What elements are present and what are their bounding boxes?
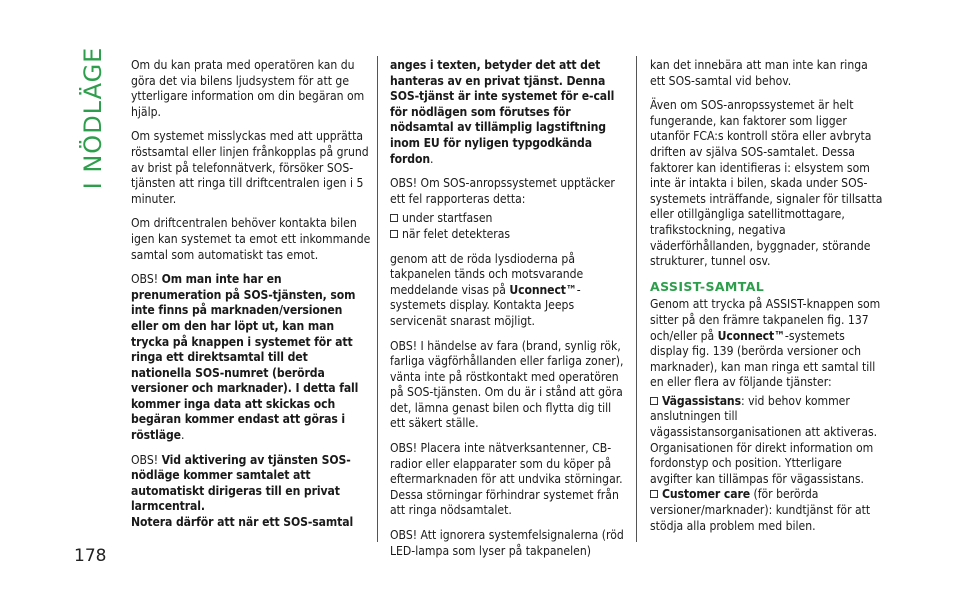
- brand-name: Uconnect™: [509, 282, 577, 297]
- list-item: [390, 227, 626, 243]
- bold-text: anges i texten, betyder det att det hanteras av en privat tjänst. Denna SOS-tjänst är inte systemet för e-call för nödlägen som förutses för nödsamtal av tillämplig lagstiftning inom EU för nyligen typgodkända fordon: [390, 58, 615, 166]
- square-bullet-icon: [390, 214, 398, 222]
- section-title-text: I NÖDLÄGE: [79, 46, 107, 190]
- brand-name: Uconnect™: [717, 328, 785, 343]
- bullet-list: [390, 211, 626, 242]
- paragraph: Om systemet misslyckas med att upprätta röstsamtal eller linjen frånkopplas på grund av brist på telefonnätverk, försöker SOS-tjänsten att ringa till driftcentralen igen i 5 minuter.: [131, 129, 369, 206]
- paragraph: Om driftcentralen behöver kontakta bilen igen kan systemet ta emot ett inkommande samtal som automatiskt tas emot.: [131, 216, 371, 262]
- list-item-text: under startfasen: [402, 211, 493, 226]
- paragraph: Om du kan prata med operatören kan du göra det via bilens ljudsystem för att ge ytterligare information om din begäran om hjälp.: [131, 58, 365, 119]
- list-item: [650, 394, 886, 488]
- paragraph-text: -systemets display fig. 139 (berörda versioner och marknader), kan man ringa ett samtal till en eller flera av följande tjänster:: [650, 328, 876, 390]
- note-bold-text: Om man inte har en prenumeration på SOS-tjänsten, som inte finns på marknaden/versionen eller om den har löpt ut, kan man trycka på knappen i systemet för att ringa ett direktsamtal till det nationella SOS-numret (berörda versioner och marknader). I detta fall kommer inga data att skickas och begäran kommer endast att göras i röstläge: [131, 272, 359, 443]
- list-item-text: : vid behov kommer anslutningen till vägassistansorganisationen att aktiveras. Organisationen för direkt information om fordonstyp och position. Ytterligare avgifter kan tillämpas för vägassistans.: [650, 393, 878, 486]
- note-paragraph: [131, 453, 371, 531]
- note-label: OBS!: [131, 272, 159, 287]
- paragraph: Även om SOS-anropssystemet är helt fungerande, kan faktorer som ligger utanför FCA:s kontroll störa eller avbryta driften av själva SOS-samtalet. Dessa faktorer kan identifieras i: elsystem som inte är intakta i bilen, skada under SOS-systemets inträffande, signaler för tillsatta eller otillgängliga satellitmottagare, trafikstockning, negativa väderförhållanden, byggnader, störande strukturer, tunnel osv.: [650, 98, 883, 269]
- square-bullet-icon: [390, 230, 398, 238]
- note-end: .: [180, 428, 185, 443]
- service-name: Vägassistans: [662, 393, 741, 408]
- note-bold-text-continued: Notera därför att när ett SOS-samtal: [131, 515, 354, 530]
- note-paragraph: [131, 272, 371, 444]
- column-1: [131, 58, 371, 531]
- note-bold-text: Vid aktivering av tjänsten SOS-nödläge kommer samtalet att automatiskt dirigeras till en privat larmcentral.: [131, 452, 351, 514]
- column-3: [650, 58, 886, 534]
- paragraph: OBS! I händelse av fara (brand, synlig rök, farliga vägförhållanden eller farliga zoner), vänta inte på röstkontakt med operatören på SOS-tjänsten. Om du är i stånd att göra det, lämna genast bilen och flytta dig till ett säkert ställe.: [390, 338, 624, 431]
- paragraph-text: -systemets display. Kontakta Jeeps servicenät snarast möjligt.: [390, 282, 581, 328]
- paragraph-text: Genom att trycka på ASSIST-knappen som sitter på den främre takpanelen fig. 137 och/eller på: [650, 297, 881, 343]
- paragraph: OBS! Att ignorera systemfelsignalerna (röd LED-lampa som lyser på takpanelen): [390, 528, 624, 558]
- page-number: 178: [74, 546, 107, 566]
- bold-paragraph: [390, 58, 626, 167]
- column-divider: [377, 56, 378, 542]
- service-name: Customer care: [662, 487, 750, 502]
- section-heading: ASSIST-SAMTAL: [650, 278, 765, 294]
- column-divider: [636, 56, 637, 542]
- square-bullet-icon: [650, 397, 658, 405]
- list-item: [390, 211, 626, 227]
- paragraph: [390, 252, 626, 330]
- list-item-text: (för berörda versioner/marknader): kundtjänst för att stödja alla problem med bilen.: [650, 487, 871, 533]
- paragraph: OBS! Placera inte nätverksantenner, CB-radior eller elapparater som du köper på eftermarknaden för att undvika störningar. Dessa störningar förhindrar systemet från att ringa nödsamtalet.: [390, 441, 623, 518]
- section-title: [76, 46, 110, 190]
- paragraph-text: genom att de röda lysdioderna på takpanelen tänds och motsvarande meddelande visas på: [390, 251, 584, 297]
- column-2: [390, 58, 626, 559]
- list-item: [650, 487, 886, 534]
- paragraph: [650, 297, 886, 391]
- paragraph: OBS! Om SOS-anropssystemet upptäcker ett fel rapporteras detta:: [390, 176, 615, 206]
- square-bullet-icon: [650, 490, 658, 498]
- paragraph-end: .: [430, 151, 434, 166]
- note-label: OBS!: [131, 452, 159, 467]
- list-item-text: när felet detekteras: [402, 226, 511, 241]
- paragraph: kan det innebära att man inte kan ringa ett SOS-samtal vid behov.: [650, 58, 868, 88]
